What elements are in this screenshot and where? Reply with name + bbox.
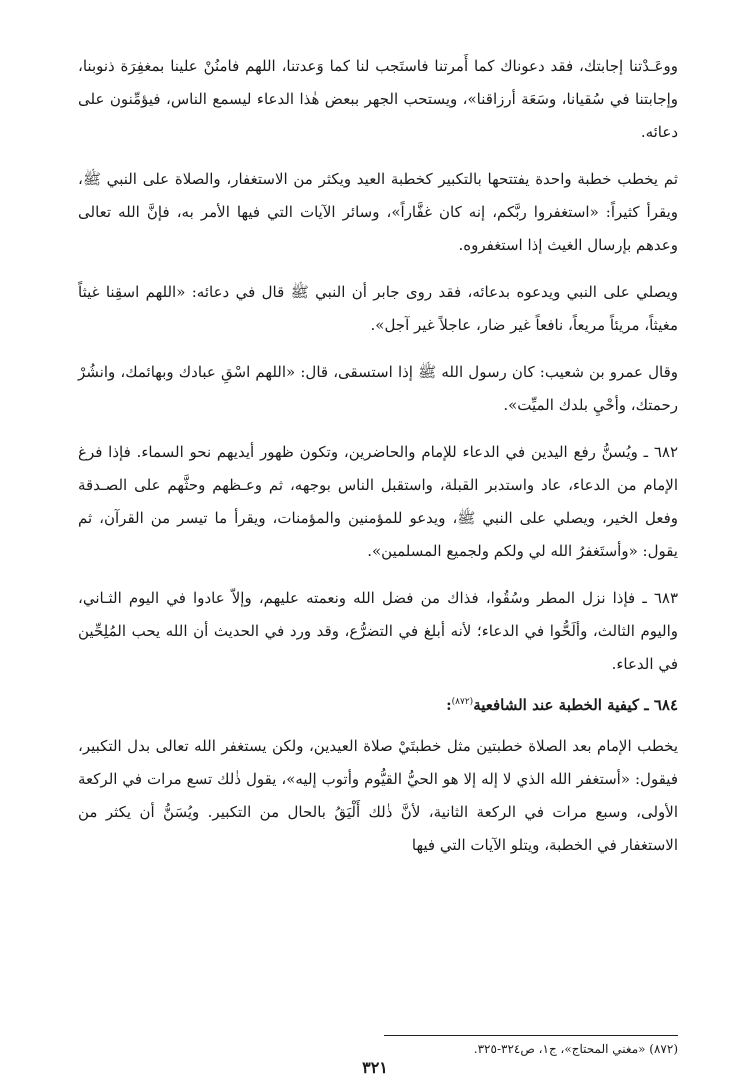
paragraph-3: ويصلي على النبي ويدعوه بدعائه، فقد روى جابر أن النبي ﷺ قال في دعائه: «اللهم اسقِنا غيثاً مغيثاً، مريئاً مريعاً، نافعاً غير ضار، عاجلاً غير آجل». [78,283,678,334]
page-number: ٣٢١ [362,1058,388,1077]
paragraph-683: ٦٨٣ ـ فإذا نزل المطر وسُقُوا، فذاك من فضل الله ونعمته عليهم، وإلاّ عادوا في اليوم الثـاني، واليوم الثالث، وألَحُّوا في الدعاء؛ لأنه أبلغ في التضرُّع، وقد ورد في الحديث أن الله يحب المُلِحِّين في الدعاء. [78,589,678,673]
paragraph-684-body: يخطب الإمام بعد الصلاة خطبتين مثل خطبتَيْ صلاة العيدين، ولكن يستغفر الله تعالى بدل التكبير، فيقول: «أستغفر الله الذي لا إله إلا هو الحيُّ القيُّوم وأتوب إليه»، يقول ذٰلك تسع مرات في الركعة الأولى، وسبع مرات في الركعة الثانية، لأنَّ ذٰلك أَلْيَقُ بالحال من التكبير. ويُسَنُّ أن يكثر من الاستغفار في الخطبة، ويتلو الآيات التي فيها [78,737,678,854]
footnote-872: (٨٧٢) «مغني المحتاج»، ج١، ص٣٢٤-٣٢٥. [473,1042,678,1056]
section-heading-684 [78,689,678,722]
paragraph-4: وقال عمرو بن شعيب: كان رسول الله ﷺ إذا استسقى، قال: «اللهم اسْقِ عبادك وبهائمك، وانشُرْ رحمتك، وأحْيِ بلدك الميِّت». [78,363,678,414]
heading-suffix: : [446,696,452,714]
paragraph-2: ثم يخطب خطبة واحدة يفتتحها بالتكبير كخطبة العيد ويكثر من الاستغفار، والصلاة على النبي ﷺ، ويقرأ كثيراً: «استغفروا ربَّكم، إنه كان غفَّاراً»، وسائر الآيات التي فيها الأمر به، فإنَّ الله تعالى وعدهم بإرسال الغيث إذا استغفروه. [78,170,678,254]
paragraph-682: ٦٨٢ ـ ويُسنُّ رفع اليدين في الدعاء للإمام والحاضرين، وتكون ظهور أيديهم نحو السماء. فإذا فرغ الإمام من الدعاء، عاد واستدبر القبلة، واستقبل الناس بوجهه، ثم وعـظهم وحثَّهم على الصـدقة وفعل الخير، ويصلي على النبي ﷺ، ويدعو للمؤمنين والمؤمنات، ويقرأ ما تيسر من القرآن، ثم يقول: «وأستَغفرُ الله لي ولكم ولجميع المسلمين». [78,443,678,560]
paragraph-1: ووعَـدْتنا إجابتك، فقد دعوناك كما أَمرتنا فاستَجب لنا كما وَعدتنا، اللهم فامنُنْ علينا بمغفِرَة ذنوبنا، وإجابتنا في سُقيانا، وسَعَة أرزاقنا»، ويستحب الجهر ببعض هٰذا الدعاء ليسمع الناس، فيؤمِّنون على دعائه. [78,57,678,141]
footnote-divider [384,1035,678,1036]
page-body [78,50,678,862]
heading-text: ٦٨٤ ـ كيفية الخطبة عند الشافعية [473,696,678,714]
footnote-ref-872[interactable]: (٨٧٢) [451,697,474,707]
